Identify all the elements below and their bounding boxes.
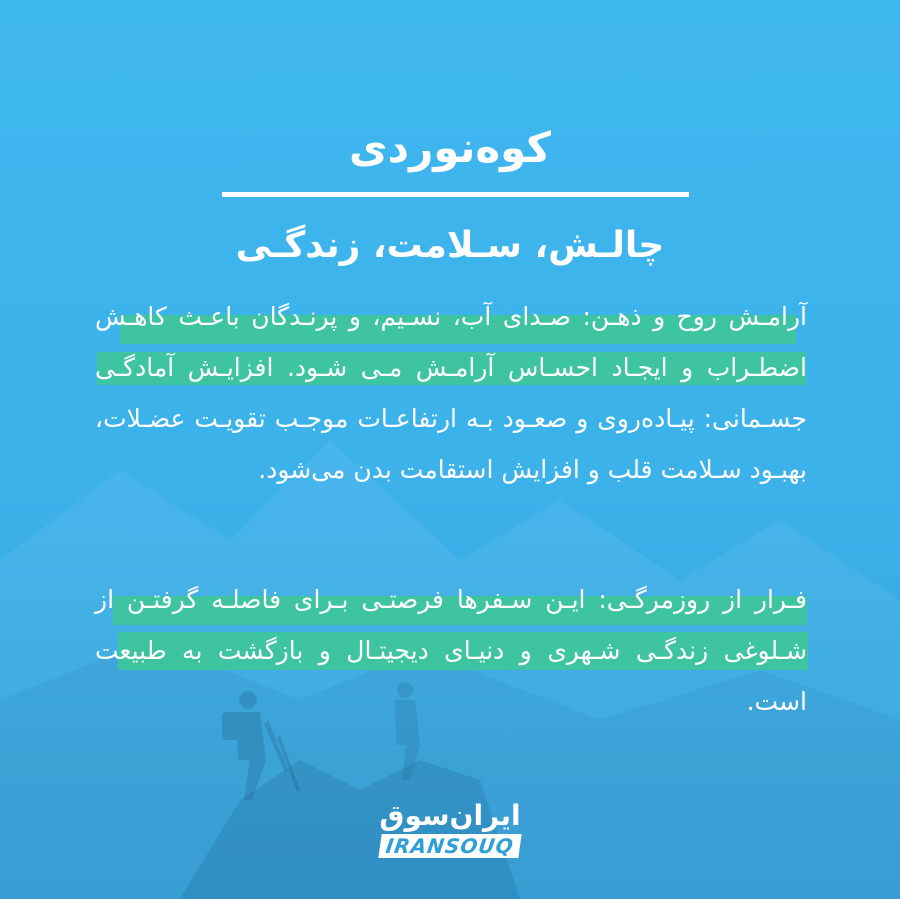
logo-latin: IRANSOUQ [378,834,521,858]
brand-logo [375,800,525,862]
paragraph-benefits: آرامـش روح و ذهـن: صـدای آب، نسـیم، و پرنـدگان باعـث کاهـش اضطـراب و ایجـاد احسـاس آرامـش مـی شـود. افزایـش آمادگـی جسـمانی: پیـاده‌روی و صعـود بـه ارتفاعـات موجـب تقویـت عضـلات، بهبـود سـلامت قلب و افزایش استقامت بدن می‌شود. [95,302,807,484]
logo-persian: ایران‌سوق [379,799,521,832]
title-divider [222,192,689,197]
paragraph-escape: فـرار از روزمرگـی: ایـن سـفرها فرصتـی بـرای فاصلـه گرفتـن از شـلوغی زندگـی شـهری و دنیـای دیجیتـال و بازگشت به طبیعت است. [95,585,807,716]
page-title: کوه‌نوردی [349,123,551,172]
page-subtitle: چالـش، سـلامت، زندگـی [235,225,665,266]
